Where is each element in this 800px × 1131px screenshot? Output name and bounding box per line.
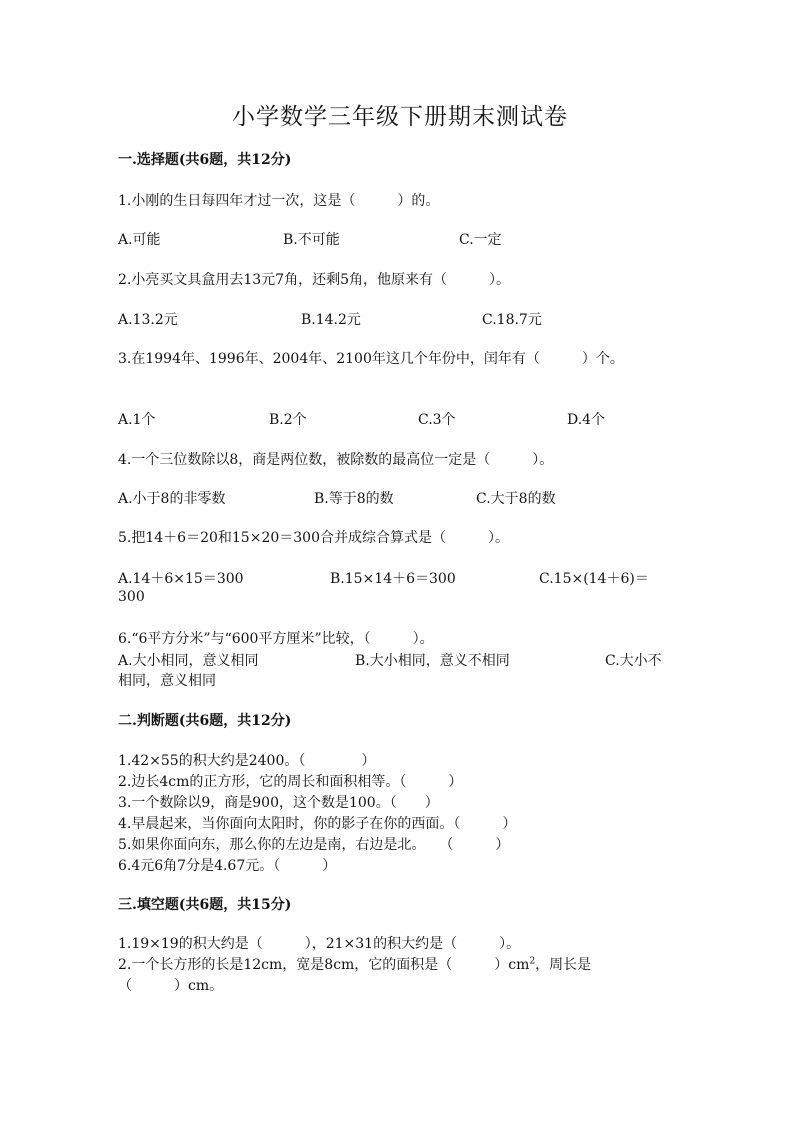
section-heading-fill: 三.填空题(共6题，共15分)	[118, 897, 292, 913]
option-a: A.可能	[118, 232, 161, 248]
option-a: A.小于8的非零数	[118, 491, 226, 507]
option-c-continued: 相同，意义相同	[118, 673, 216, 689]
fill-item-continued: （ ）cm。	[118, 978, 224, 994]
judge-item: 3.一个数除以9，商是900，这个数是100。（ ）	[118, 795, 439, 811]
option-b: B.2个	[269, 412, 307, 428]
option-d: D.4个	[567, 412, 606, 428]
section-heading-choice: 一.选择题(共6题，共12分)	[118, 152, 292, 168]
judge-item: 2.边长4cm的正方形，它的周长和面积相等。（ ）	[118, 774, 463, 790]
option-a: A.1个	[118, 412, 156, 428]
option-b: B.不可能	[283, 232, 340, 248]
judge-item: 5.如果你面向东，那么你的左边是南，右边是北。 （ ）	[118, 837, 510, 853]
question-text: 2.小亮买文具盒用去13元7角，还剩5角，他原来有（ ）。	[118, 272, 510, 288]
option-c: C.一定	[459, 232, 502, 248]
fill-item: 1.19×19的积大约是（ ），21×31的积大约是（ ）。	[118, 936, 521, 952]
judge-item: 4.早晨起来，当你面向太阳时，你的影子在你的西面。（ ）	[118, 816, 517, 832]
question-text: 6.“6平方分米”与“600平方厘米”比较，（ ）。	[118, 631, 434, 647]
fill-item-text: ，周长是	[535, 957, 592, 973]
judge-item: 6.4元6角7分是4.67元。（ ）	[118, 858, 337, 874]
option-c: C.18.7元	[482, 312, 542, 328]
option-b: B.等于8的数	[314, 491, 394, 507]
fill-item-text: 2.一个长方形的长是12cm，宽是8cm，它的面积是（ ）cm	[118, 957, 530, 973]
section-heading-judge: 二.判断题(共6题，共12分)	[118, 713, 292, 729]
judge-item: 1.42×55的积大约是2400。（ ）	[118, 753, 376, 769]
question-text: 1.小刚的生日每四年才过一次，这是（ ）的。	[118, 193, 440, 209]
question-text: 5.把14＋6＝20和15×20＝300合并成综合算式是（ ）。	[118, 530, 509, 546]
fill-item	[118, 954, 591, 974]
option-c: C.大小不	[605, 653, 662, 669]
option-c-continued: 300	[118, 589, 145, 605]
superscript: 2	[529, 956, 536, 967]
option-a: A.14＋6×15＝300	[118, 571, 244, 587]
option-a: A.大小相同，意义相同	[118, 653, 259, 669]
option-b: B.大小相同，意义不相同	[355, 653, 510, 669]
option-c: C.3个	[418, 412, 456, 428]
option-c: C.15×(14＋6)＝	[539, 571, 649, 587]
question-text: 3.在1994年、1996年、2004年、2100年这几个年份中，闰年有（ ）个。	[118, 351, 624, 367]
option-a: A.13.2元	[118, 312, 178, 328]
question-text: 4.一个三位数除以8，商是两位数，被除数的最高位一定是（ ）。	[118, 452, 554, 468]
option-c: C.大于8的数	[476, 491, 556, 507]
option-b: B.14.2元	[301, 312, 361, 328]
page-title: 小学数学三年级下册期末测试卷	[232, 104, 568, 130]
option-b: B.15×14＋6＝300	[330, 571, 456, 587]
